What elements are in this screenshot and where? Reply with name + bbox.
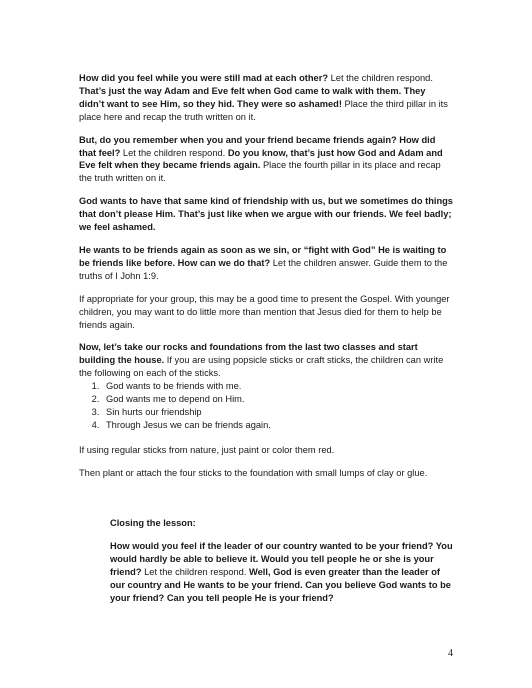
statement-adam-eve-hid: That’s just the way Adam and Eve felt when God came to walk with them. They didn’t want to see Him, so they hid. They were so ashamed!	[79, 85, 426, 109]
list-item: 2. God wants me to depend on Him.	[102, 393, 453, 406]
question-friends-again: But, do you remember when you and your friend became friends again? How did that feel?	[79, 134, 436, 158]
closing-question: How would you feel if the leader of our country wanted to be your friend? You would hardly be able to believe it. Would you tell people he or she is your friend?	[110, 540, 453, 577]
closing-paragraph	[110, 540, 455, 605]
question-feel-mad: How did you feel while you were still mad at each other?	[79, 73, 329, 83]
closing-heading: Closing the lesson:	[110, 518, 196, 528]
instruction-respond: Let the children respond.	[141, 566, 250, 577]
statement-building-house: Now, let’s take our rocks and foundations from the last two classes and start building the house.	[79, 342, 418, 366]
instruction-third-pillar: Place the third pillar in its place here and recap the truth written on it.	[79, 98, 448, 122]
statement-same-friendship: God wants to have that same kind of friendship with us, but we sometimes do things that don’t please Him. That’s just like when we argue with our friends. We feel badly; we feel ashamed.	[79, 196, 453, 233]
paragraph-gospel: If appropriate for your group, this may be a good time to present the Gospel. With younger children, you may want to do little more than mention that Jesus died for them to help be friends again.	[79, 293, 450, 330]
instruction-respond: Let the children respond.	[120, 147, 228, 158]
statement-friends-after-sin: He wants to be friends again as soon as we sin, or “fight with God” He is waiting to be friends like before. How can we do that?	[79, 244, 447, 268]
instruction-fourth-pillar: Place the fourth pillar in its place and recap the truth written on it.	[79, 160, 441, 184]
closing-statement: Well, God is even greater than the leader of our country and He wants to be your friend. Can you believe God wants to be your friend? Can you tell people He is your friend?	[110, 566, 451, 603]
paragraph-feel-mad	[79, 72, 453, 124]
paragraph-building-house	[79, 341, 453, 380]
page-number: 4	[448, 648, 453, 659]
instruction-sticks: If you are using popsicle sticks or craft sticks, the children can write the following on each of the sticks.	[79, 355, 444, 379]
paragraph-same-friendship	[79, 195, 453, 234]
paragraph-friends-again	[79, 134, 453, 186]
paragraph-friends-after-sin	[79, 244, 453, 283]
closing-section	[110, 517, 455, 614]
paragraph-paint-sticks: If using regular sticks from nature, just paint or color them red.	[79, 444, 335, 455]
statement-god-felt: Do you know, that’s just how God and Adam and Eve felt when they became friends again.	[79, 147, 443, 171]
sticks-list	[79, 380, 453, 432]
instruction-john-1-9: Let the children answer. Guide them to the truths of I John 1:9.	[79, 257, 448, 281]
list-item: 4. Through Jesus we can be friends again.	[102, 419, 453, 432]
lesson-body	[79, 72, 453, 490]
paragraph-plant-sticks: Then plant or attach the four sticks to the foundation with small lumps of clay or glue.	[79, 467, 428, 478]
list-item: 1. God wants to be friends with me.	[102, 380, 453, 393]
instruction-respond: Let the children respond.	[328, 73, 433, 83]
list-item: 3. Sin hurts our friendship	[102, 406, 453, 419]
